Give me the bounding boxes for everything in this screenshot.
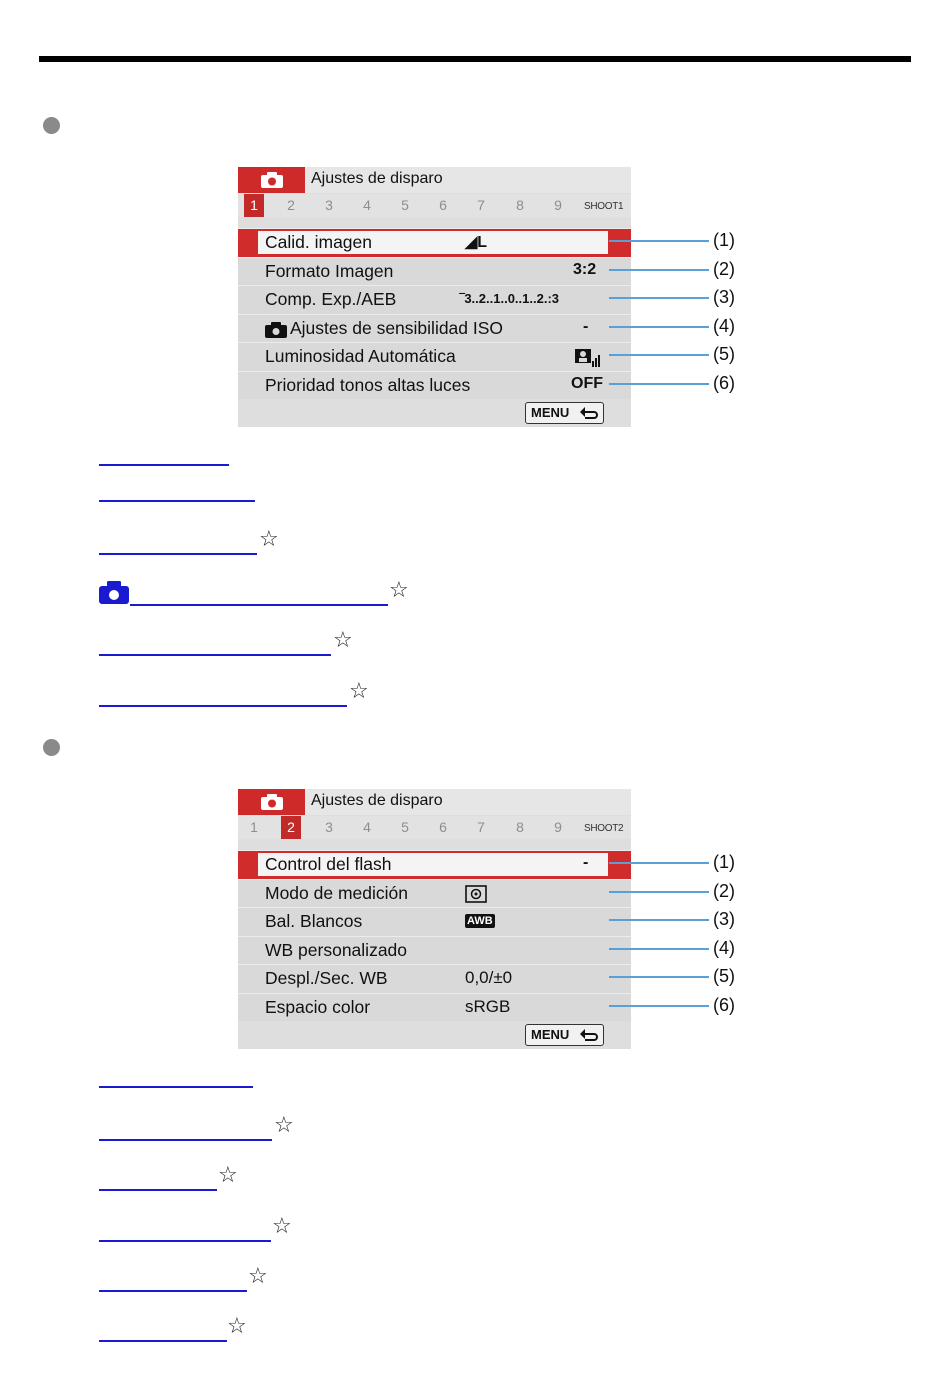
callout-label: (2) — [713, 259, 735, 279]
row-value: 3:2 — [573, 260, 597, 278]
auto-lighting-icon — [574, 348, 600, 368]
callout-label: (3) — [713, 909, 735, 929]
row-label: Control del flash — [265, 854, 392, 874]
callout-line — [609, 354, 709, 356]
menu-row-iso-settings[interactable] — [238, 314, 631, 343]
tab-1[interactable]: 1 — [250, 819, 258, 835]
row-label: Bal. Blancos — [265, 911, 363, 931]
callout-label: (6) — [713, 373, 735, 393]
link-custom-wb[interactable] — [99, 1220, 271, 1242]
callout-line — [609, 891, 709, 893]
callout-line — [609, 862, 709, 864]
shoot2-menu-screenshot — [238, 789, 631, 1049]
callout-line — [609, 948, 709, 950]
menu-row-highlight-tone[interactable] — [238, 371, 631, 400]
star-icon: ☆ — [218, 1163, 238, 1188]
callout-line — [609, 383, 709, 385]
tab-5[interactable]: 5 — [401, 197, 409, 213]
tab-6[interactable]: 6 — [439, 819, 447, 835]
link-auto-lighting[interactable] — [99, 634, 331, 656]
menu-button-label: MENU — [531, 1027, 570, 1042]
top-rule — [39, 56, 911, 62]
link-image-quality[interactable] — [99, 444, 229, 466]
row-label: Calid. imagen — [265, 232, 372, 252]
menu-row-metering-mode[interactable] — [238, 879, 631, 908]
callout-label: (1) — [713, 230, 735, 250]
row-value: - — [583, 317, 589, 335]
tab-3[interactable]: 3 — [325, 197, 333, 213]
menu-row-flash-control[interactable] — [238, 850, 631, 879]
star-icon: ☆ — [274, 1113, 294, 1138]
tab-9[interactable]: 9 — [554, 819, 562, 835]
menu-row-white-balance[interactable] — [238, 907, 631, 936]
row-label: Prioridad tonos altas luces — [265, 374, 471, 395]
tab-7[interactable]: 7 — [477, 197, 485, 213]
link-flash-control[interactable] — [99, 1066, 253, 1088]
menu-title: Ajustes de disparo — [311, 170, 443, 187]
star-icon: ☆ — [389, 578, 409, 603]
section-bullet — [43, 117, 60, 134]
menu-row-custom-wb[interactable] — [238, 936, 631, 965]
tab-2[interactable]: 2 — [287, 197, 295, 213]
callout-line — [609, 1005, 709, 1007]
shoot1-menu-screenshot — [238, 167, 631, 427]
star-icon: ☆ — [272, 1214, 292, 1239]
awb-icon: AWB — [467, 915, 493, 927]
callout-line — [609, 240, 709, 242]
link-exposure-comp[interactable] — [99, 533, 257, 555]
callout-line — [609, 919, 709, 921]
tab-1[interactable]: 1 — [244, 194, 264, 217]
tab-3[interactable]: 3 — [325, 819, 333, 835]
row-value: OFF — [571, 374, 603, 392]
menu-back-button[interactable] — [525, 1024, 604, 1046]
camera-icon — [260, 793, 284, 811]
menu-row-aspect-ratio[interactable] — [238, 257, 631, 286]
star-icon: ☆ — [227, 1314, 247, 1339]
menu-header — [238, 167, 631, 193]
callout-label: (5) — [713, 966, 735, 986]
callout-label: (5) — [713, 344, 735, 364]
row-value: 0,0/±0 — [465, 968, 513, 987]
camera-tab — [238, 167, 305, 193]
row-label: Formato Imagen — [265, 260, 394, 281]
callout-label: (3) — [713, 287, 735, 307]
link-metering-mode[interactable] — [99, 1119, 272, 1141]
camera-icon — [260, 171, 284, 189]
page-label: SHOOT1 — [584, 201, 624, 212]
menu-row-image-quality[interactable] — [238, 228, 631, 257]
camera-tab — [238, 789, 305, 815]
callout-label: (6) — [713, 995, 735, 1015]
star-icon: ☆ — [349, 679, 369, 704]
callout-line — [609, 297, 709, 299]
row-value: sRGB — [465, 996, 511, 1016]
section-bullet — [43, 739, 60, 756]
row-label: Ajustes de sensibilidad ISO — [290, 317, 504, 338]
tab-2[interactable]: 2 — [281, 816, 301, 839]
tab-7[interactable]: 7 — [477, 819, 485, 835]
callout-label: (2) — [713, 881, 735, 901]
metering-icon — [465, 885, 487, 903]
row-label: Luminosidad Automática — [265, 346, 456, 366]
row-label: Comp. Exp./AEB — [265, 289, 397, 309]
link-white-balance[interactable] — [99, 1169, 217, 1191]
link-wb-shift[interactable] — [99, 1270, 247, 1292]
row-label: WB personalizado — [265, 939, 408, 960]
row-value: ‾3..2..1..0..1..2.:3 — [460, 291, 559, 306]
link-highlight-tone[interactable] — [99, 685, 347, 707]
tab-4[interactable]: 4 — [363, 819, 371, 835]
tab-6[interactable]: 6 — [439, 197, 447, 213]
callout-label: (4) — [713, 316, 735, 336]
callout-label: (4) — [713, 938, 735, 958]
menu-title: Ajustes de disparo — [311, 792, 443, 809]
link-aspect-ratio[interactable] — [99, 480, 255, 502]
callout-label: (1) — [713, 852, 735, 872]
row-label: Espacio color — [265, 996, 371, 1017]
star-icon: ☆ — [259, 527, 279, 552]
page-label: SHOOT2 — [584, 823, 624, 834]
menu-button-label: MENU — [531, 405, 570, 420]
star-icon: ☆ — [248, 1264, 268, 1289]
return-arrow-icon — [579, 1028, 599, 1042]
star-icon: ☆ — [333, 628, 353, 653]
callout-line — [609, 976, 709, 978]
tab-9[interactable]: 9 — [554, 197, 562, 213]
menu-row-wb-shift[interactable] — [238, 964, 631, 993]
row-label: Despl./Sec. WB — [265, 968, 388, 988]
menu-header — [238, 789, 631, 815]
menu-back-button[interactable] — [525, 402, 604, 424]
callout-line — [609, 269, 709, 271]
return-arrow-icon — [579, 406, 599, 420]
row-value: - — [583, 854, 589, 871]
menu-row-color-space[interactable] — [238, 993, 631, 1022]
menu-row-exposure-comp[interactable] — [238, 285, 631, 314]
camera-icon — [99, 581, 129, 604]
tab-row — [238, 194, 631, 217]
tab-5[interactable]: 5 — [401, 819, 409, 835]
tab-8[interactable]: 8 — [516, 819, 524, 835]
callout-line — [609, 326, 709, 328]
camera-icon — [265, 321, 287, 338]
menu-row-auto-lighting[interactable] — [238, 342, 631, 371]
tab-row — [238, 816, 631, 839]
link-iso-settings[interactable] — [130, 584, 388, 606]
link-color-space[interactable] — [99, 1320, 227, 1342]
tab-8[interactable]: 8 — [516, 197, 524, 213]
row-value: ◢L — [465, 234, 488, 251]
tab-4[interactable]: 4 — [363, 197, 371, 213]
row-label: Modo de medición — [265, 882, 408, 903]
